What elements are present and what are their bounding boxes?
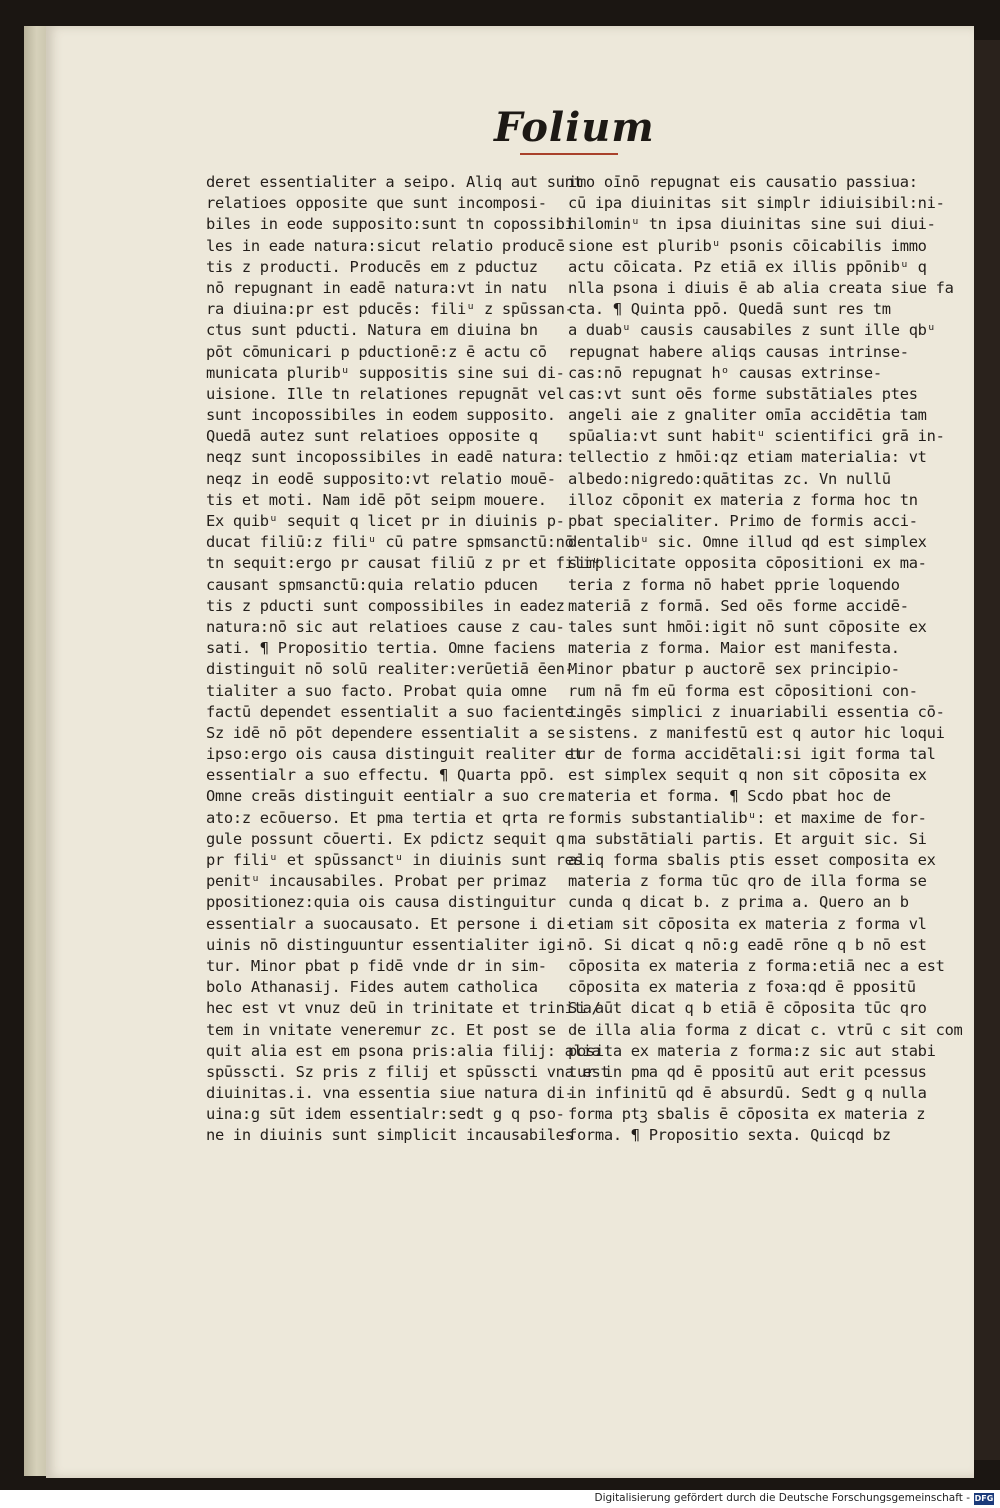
text-line: tn sequit:ergo pr causat filiū z pr et filiᵘ	[206, 554, 601, 573]
text-line: Ex quibᵘ sequit q licet pr in diuinis p-	[206, 512, 565, 530]
text-line: sunt incopossibiles in eodem supposito.	[206, 406, 556, 425]
text-line: simplicitate opposita cōpositioni ex ma-	[568, 554, 927, 573]
text-line: essentialr a suo effectu. ¶ Quarta ppō.	[206, 766, 556, 785]
funding-credit: Digitalisierung gefördert durch die Deutsche Forschungsgemeinschaft -	[594, 1492, 970, 1504]
text-line: angeli aie z gnaliter omīa accidētia tam	[568, 406, 927, 425]
text-line: est simplex sequit q non sit cōposita ex	[568, 766, 927, 785]
text-line: posita ex materia z forma:z sic aut stabi	[568, 1041, 936, 1060]
folio-heading: Folium	[494, 104, 655, 151]
text-line: cas:nō repugnat hᵒ causas extrinse-	[568, 363, 882, 382]
text-line: cōposita ex materia z foꝛa:qd ē ppositū	[568, 978, 916, 997]
text-line: relatioes opposite que sunt incomposi-	[206, 194, 547, 213]
text-line: materiā z formā. Sed oēs forme accidē-	[568, 596, 909, 615]
text-line: materia z forma. Maior est manifesta.	[568, 639, 900, 658]
text-line: albedo:nigredo:quātitas zc. Vn nullū	[568, 469, 891, 488]
text-line: in infinitū qd ē absurdū. Sedt g q nulla	[568, 1084, 927, 1103]
text-line: distinguit nō solū realiter:verūetiā ēen-	[206, 660, 574, 679]
text-line: sistens. z manifestū est q autor hic loqui	[568, 723, 945, 742]
text-line: causant spmsanctū:quia relatio pducen	[206, 575, 538, 594]
text-line: tialiter a suo facto. Probat quia omne	[206, 681, 547, 700]
text-line: tellectio z hmōi:qz etiam materialia: vt	[568, 448, 927, 467]
text-line: ma substātiali partis. Et arguit sic. Si	[568, 829, 927, 848]
text-line: bolo Athanasij. Fides autem catholica	[206, 978, 538, 997]
text-line: cū ipa diuinitas sit simplr idiuisibil:ni-	[568, 194, 945, 213]
text-line: nlla psona i diuis ē ab alia creata siue fa	[568, 278, 954, 297]
text-line: Minor pbatur p auctorē sex principio-	[568, 660, 900, 679]
facing-page-edge	[972, 40, 1000, 1460]
text-line: formis substantialibᵘ: et maxime de for-	[568, 808, 927, 827]
text-line: hec est vt vnuz deū in trinitate et trinita/	[206, 999, 601, 1018]
text-line: illoz cōponit ex materia z forma hoc tn	[568, 490, 918, 509]
text-line: biles in eode supposito:sunt tn copossibi	[206, 215, 574, 234]
text-line: Omne creās distinguit eentialr a suo cre	[206, 787, 565, 806]
dfg-logo: DFG	[974, 1494, 994, 1503]
text-line: ipso:ergo ois causa distinguit realiter et	[206, 745, 583, 764]
text-line: hilominᵘ tn ipsa diuinitas sine sui diui-	[568, 215, 936, 234]
text-line: cōposita ex materia z forma:etiā nec a est	[568, 956, 945, 975]
text-line: gule possunt cōuerti. Ex pdictz sequit q	[206, 829, 565, 848]
text-line: tur. Minor pbat p fidē vnde dr in sim-	[206, 956, 547, 975]
text-line: cunda q dicat b. z prima a. Quero an b	[568, 893, 909, 912]
left-text-column	[206, 172, 610, 1147]
text-line: ato:z ecōuerso. Et pma tertia et qrta re	[206, 808, 565, 827]
text-line: teria z forma nō habet pprie loquendo	[568, 575, 900, 594]
text-line: tis z pducti sunt compossibiles in eadez	[206, 596, 565, 615]
text-line: municata pluribᵘ suppositis sine sui di-	[206, 363, 565, 382]
text-line: spūsscti. Sz pris z filij et spūsscti vna est	[206, 1062, 610, 1081]
text-line: pōt cōmunicari p pductionē:z ē actu cō	[206, 342, 547, 361]
text-line: ne in diuinis sunt simplicit incausabiles	[206, 1126, 574, 1145]
text-line: quit alia est em psona pris:alia filij: alia	[206, 1041, 601, 1060]
text-line: tingēs simplici z inuariabili essentia cō-	[568, 702, 945, 721]
text-line: uina:g sūt idem essentialr:sedt g q pso-	[206, 1105, 565, 1124]
text-line: penitᵘ incausabiles. Probat per primaz	[206, 872, 547, 891]
text-line: neqz sunt incopossibiles in eadē natura:	[206, 448, 565, 467]
text-line: forma ptꝫ sbalis ē cōposita ex materia z	[568, 1105, 926, 1124]
text-line: uisione. Ille tn relationes repugnāt vel	[206, 384, 565, 403]
text-line: essentialr a suocausato. Et persone i di-	[206, 914, 574, 933]
text-line: tur de forma accidētali:si igit forma tal	[568, 745, 936, 764]
text-line: pr filiᵘ et spūssanctᵘ in diuinis sunt res	[206, 851, 583, 869]
text-line: tales sunt hmōi:igit nō sunt cōposite ex	[568, 617, 927, 636]
right-text-column	[568, 172, 963, 1147]
text-line: repugnat habere aliqs causas intrinse-	[568, 342, 909, 361]
text-line: etiam sit cōposita ex materia z forma vl	[568, 914, 927, 933]
text-line: actu cōicata. Pz etiā ex illis ppōnibᵘ q	[568, 257, 927, 276]
text-line: cta. ¶ Quinta ppō. Quedā sunt res tm	[568, 300, 891, 319]
text-line: rum nā fm eū forma est cōpositioni con-	[568, 681, 918, 700]
text-line: sione est pluribᵘ psonis cōicabilis immo	[568, 236, 927, 255]
text-line: tis et moti. Nam idē pōt seipm mouere.	[206, 490, 547, 509]
text-line: aliq forma sbalis ptis esset composita ex	[568, 851, 936, 869]
text-line: spūalia:vt sunt habitᵘ scientifici grā in-	[568, 427, 945, 446]
text-line: forma. ¶ Propositio sexta. Quicqd bz	[568, 1126, 891, 1145]
text-line: tem in vnitate veneremur zc. Et post se	[206, 1020, 556, 1039]
text-line: ra diuina:pr est pducēs: filiᵘ z spūssan-	[206, 300, 574, 319]
text-line: cas:vt sunt oēs forme substātiales ptes	[568, 384, 918, 403]
text-line: materia z forma tūc qro de illa forma se	[568, 872, 927, 891]
rubric-underline	[520, 153, 618, 155]
text-line: sati. ¶ Propositio tertia. Omne faciens	[206, 639, 556, 658]
text-line: pbat specialiter. Primo de formis acci-	[568, 512, 918, 530]
text-line: natura:nō sic aut relatioes cause z cau-	[206, 617, 565, 636]
text-line: dentalibᵘ sic. Omne illud qd est simplex	[568, 533, 927, 552]
text-line: nō repugnant in eadē natura:vt in natu	[206, 278, 547, 297]
text-line: les in eade natura:sicut relatio producē	[206, 236, 565, 255]
text-line: Sz idē nō pōt dependere essentialit a se	[206, 723, 565, 742]
text-line: nō. Si dicat q nō:g eadē rōne q b nō est	[568, 935, 927, 954]
text-line: tur in pma qd ē ppositū aut erit pcessus	[568, 1062, 927, 1081]
text-line: materia et forma. ¶ Scdo pbat hoc de	[568, 787, 891, 806]
text-line: de illa alia forma z dicat c. vtrū c sit com	[568, 1020, 963, 1039]
text-line: uinis nō distinguuntur essentialiter igi-	[206, 935, 574, 954]
text-line: ctus sunt pducti. Natura em diuina bn	[206, 321, 538, 340]
text-line: diuinitas.i. vna essentia siue natura di-	[206, 1084, 574, 1103]
text-line: a duabᵘ causis causabiles z sunt ille qbᵘ	[568, 321, 936, 340]
text-line: imo oīnō repugnat eis causatio passiua:	[568, 173, 918, 191]
text-line: deret essentialiter a seipo. Aliq aut sunt	[206, 173, 583, 191]
text-line: Si aūt dicat q b etiā ē cōposita tūc qro	[568, 999, 927, 1018]
text-line: factū dependet essentialit a suo faciente.	[206, 702, 583, 721]
text-line: ppositionez:quia ois causa distinguitur	[206, 893, 556, 912]
text-line: neqz in eodē supposito:vt relatio mouē-	[206, 469, 556, 488]
text-line: Quedā autez sunt relatioes opposite q	[206, 427, 538, 446]
text-line: ducat filiū:z filiᵘ cū patre spmsanctū:nō	[206, 533, 574, 552]
text-line: tis z producti. Producēs em z pductuz	[206, 257, 538, 276]
